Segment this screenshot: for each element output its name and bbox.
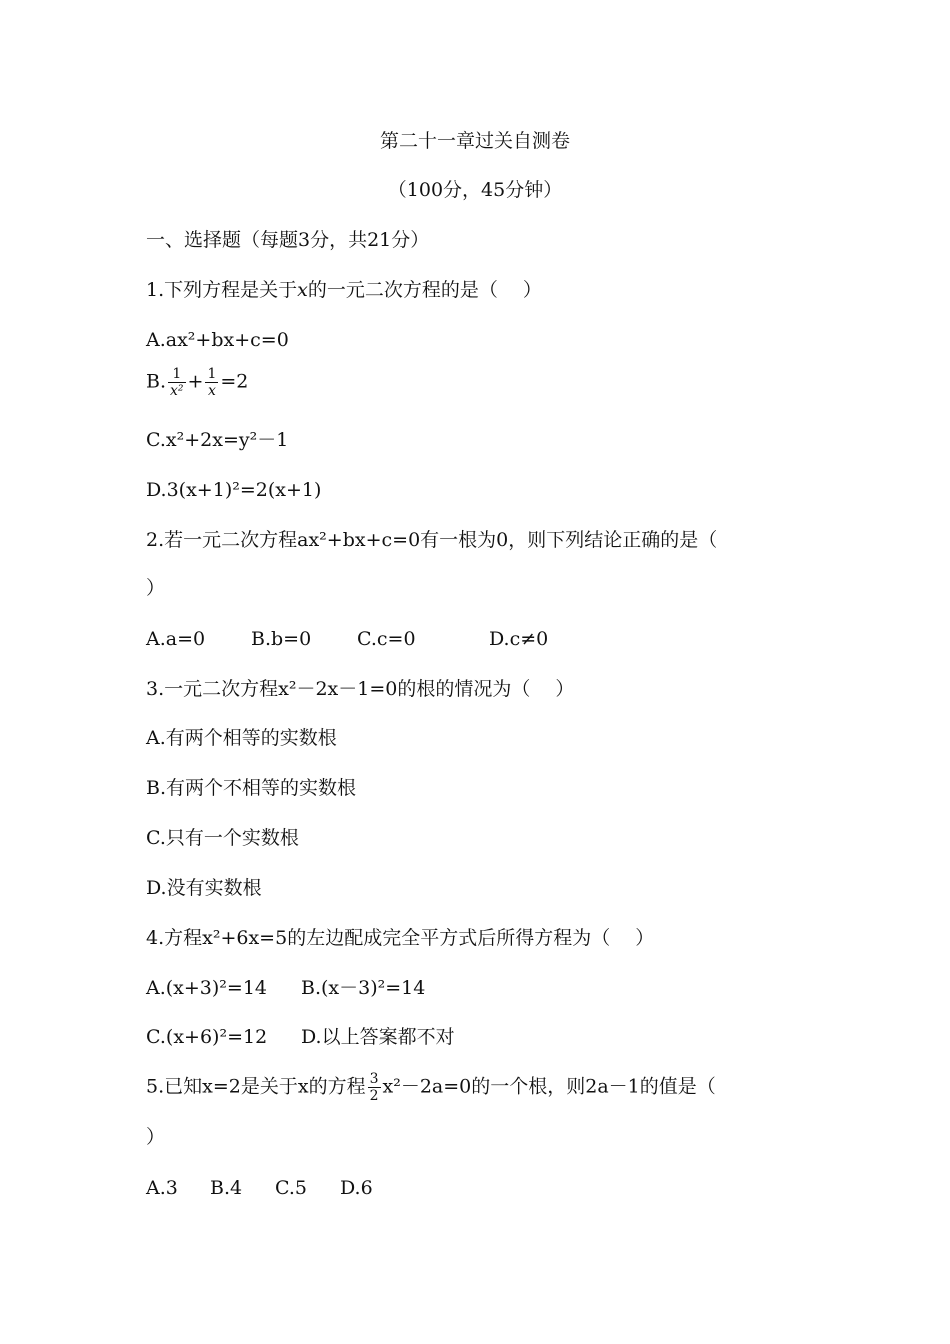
question-2-stem: 2.若一元二次方程ax²+bx+c=0有一根为0，则下列结论正确的是（: [146, 529, 718, 551]
fraction: $\frac{1}{x}$: [207, 366, 217, 399]
question-2-option-c: C.c=0: [357, 628, 416, 650]
question-2-option-d: D.c≠0: [489, 628, 549, 650]
question-1-option-c: C.x²+2x=y²－1: [146, 429, 289, 451]
question-4-option-a: A.(x+3)²=14: [146, 977, 268, 999]
page-title: 第二十一章过关自测卷: [379, 130, 570, 152]
question-3-option-d: D.没有实数根: [146, 877, 262, 899]
page-subtitle: （100分，45分钟）: [387, 179, 563, 201]
section-heading: 一、选择题（每题3分，共21分）: [146, 229, 430, 251]
question-5-stem-continued: ）: [146, 1126, 166, 1148]
question-1-stem: 1.下列方程是关于x的一元二次方程的是（ ）: [146, 279, 542, 301]
question-5-option-c: C.5: [275, 1177, 307, 1199]
question-2-option-a: A.a=0: [146, 628, 206, 650]
question-4-stem: 4.方程x²+6x=5的左边配成完全平方式后所得方程为（ ）: [146, 927, 655, 949]
question-5-option-b: B.4: [210, 1177, 243, 1199]
question-4-option-d: D.以上答案都不对: [301, 1026, 455, 1048]
question-5-option-d: D.6: [340, 1177, 373, 1199]
question-4-option-b: B.(x－3)²=14: [301, 977, 426, 999]
question-4-option-c: C.(x+6)²=12: [146, 1026, 268, 1048]
question-5-stem: 5.已知x=2是关于x的方程 $\frac{3}{2}$ x²－2a=0的一个根，则2a－1的值是（: [146, 1071, 716, 1104]
question-3-stem: 3.一元二次方程x²－2x－1=0的根的情况为（ ）: [146, 678, 575, 700]
fraction: $\frac{3}{2}$: [369, 1071, 379, 1104]
question-3-option-c: C.只有一个实数根: [146, 827, 299, 849]
question-1-option-d: D.3(x+1)²=2(x+1): [146, 479, 322, 501]
question-2-stem-continued: ）: [146, 577, 166, 599]
question-3-option-b: B.有两个不相等的实数根: [146, 777, 357, 799]
question-1-option-b: B. $\frac{1}{\text{x²}}$ + $\frac{1}{x}$ =2: [146, 366, 249, 399]
question-5-option-a: A.3: [146, 1177, 178, 1199]
question-1-option-a: A.ax²+bx+c=0: [146, 329, 289, 351]
question-3-option-a: A.有两个相等的实数根: [146, 727, 337, 749]
fraction: $\frac{1}{\text{x²}}$: [170, 366, 184, 399]
question-2-option-b: B.b=0: [251, 628, 312, 650]
